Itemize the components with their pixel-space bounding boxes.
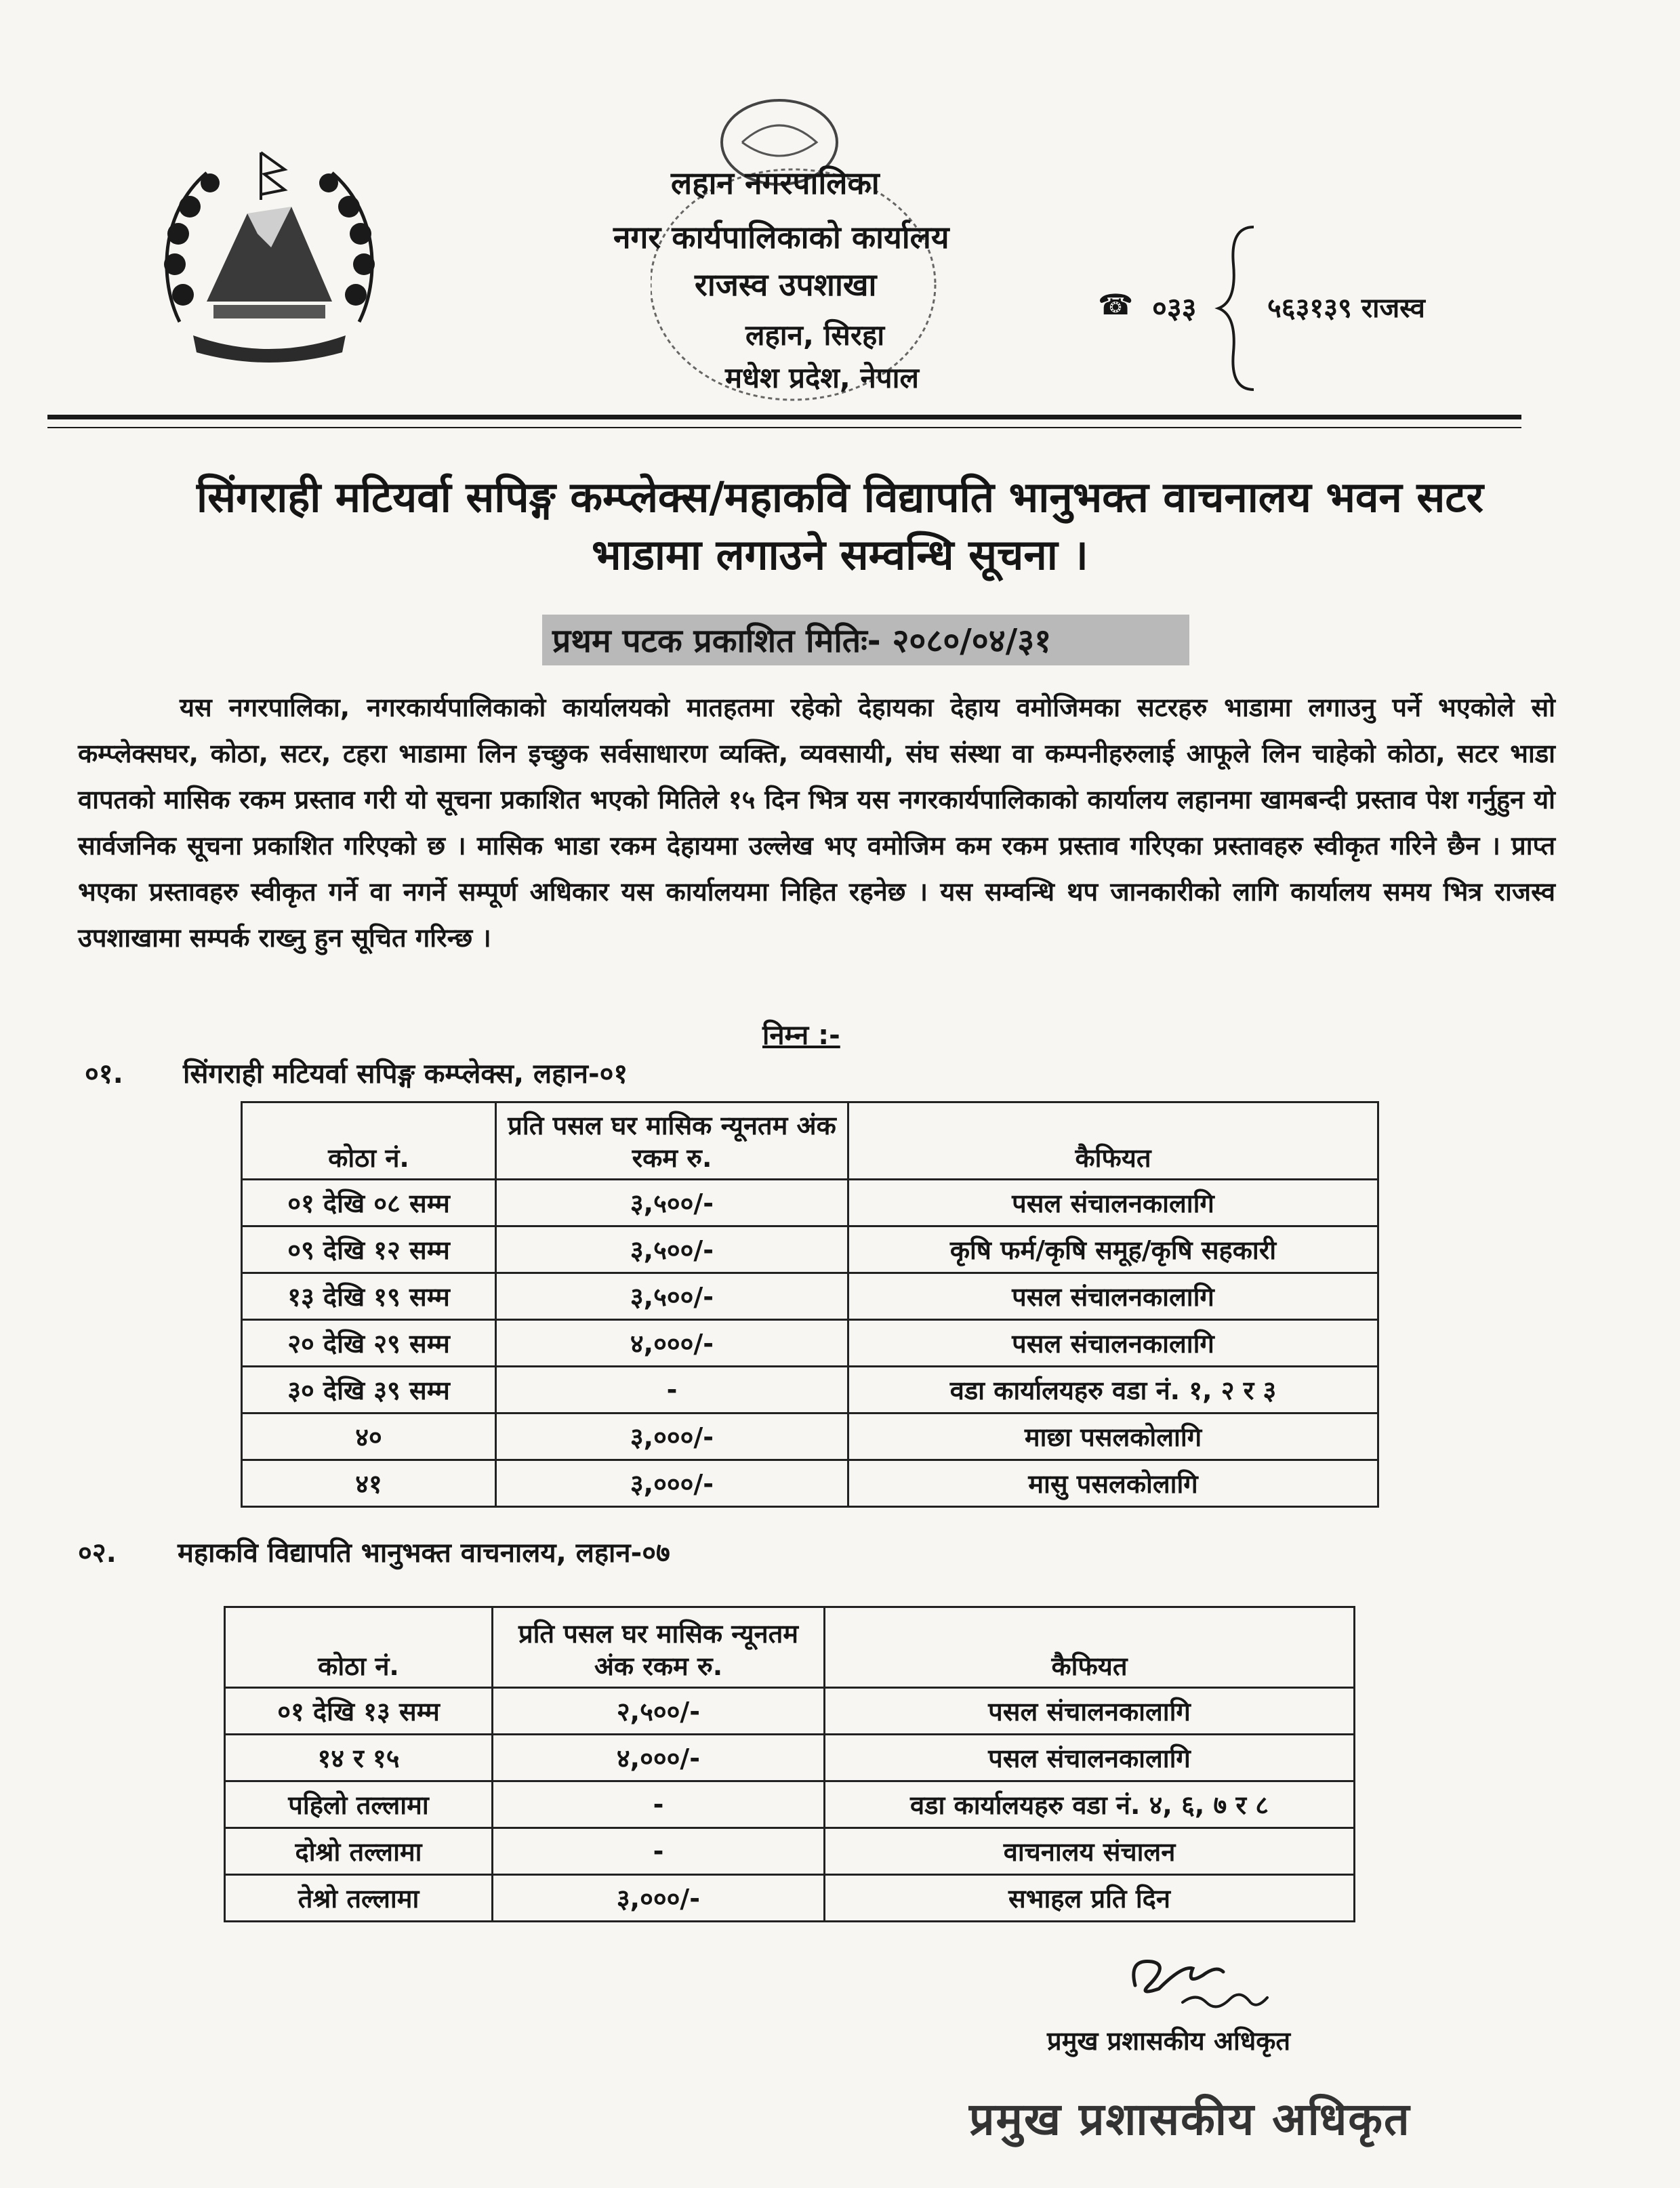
room-cell: १३ देखि १९ सम्म	[242, 1273, 496, 1320]
remarks-cell: मासु पसलकोलागि	[848, 1460, 1378, 1507]
room-cell: ४०	[242, 1413, 496, 1460]
national-emblem-icon	[152, 132, 386, 369]
column-header-remarks: कैफियत	[848, 1102, 1378, 1180]
column-header-room: कोठा नं.	[225, 1607, 493, 1688]
table-row	[242, 1413, 1378, 1460]
notice-body: यस नगरपालिका, नगरकार्यपालिकाको कार्यालयको मातहतमा रहेको देहायका देहाय वमोजिमका सटरहरु भाडामा लगाउनु पर्ने भएकोले सो कम्प्लेक्सघर, कोठा, सटर, टहरा भाडामा लिन इच्छुक सर्वसाधारण व्यक्ति, व्यवसायी, संघ संस्था वा कम्पनीहरुलाई आफूले लिन चाहेको कोठा, सटर भाडा वापतको मासिक रकम प्रस्ताव गरी यो सूचना प्रकाशित भएको मितिले १५ दिन भित्र यस नगरकार्यपालिकाको कार्यालय लहानमा खामबन्दी प्रस्ताव पेश गर्नुहुन यो सार्वजनिक सूचना प्रकाशित गरिएको छ । मासिक भाडा रकम देहायमा उल्लेख भए वमोजिम कम रकम प्रस्ताव गरिएका प्रस्तावहरु स्वीकृत गरिने छैन । प्राप्त भएका प्रस्तावहरु स्वीकृत गर्ने वा नगर्ने सम्पूर्ण अधिकार यस कार्यालयमा निहित रहनेछ । यस सम्वन्धि थप जानकारीको लागि कार्यालय समय भित्र राजस्व उपशाखामा सम्पर्क राख्नु हुन सूचित गरिन्छ ।	[78, 693, 1556, 953]
remarks-cell: कृषि फर्म/कृषि समूह/कृषि सहकारी	[848, 1226, 1378, 1273]
room-cell: ४१	[242, 1460, 496, 1507]
room-cell: ०१ देखि १३ सम्म	[225, 1688, 493, 1735]
remarks-cell: वडा कार्यालयहरु वडा नं. १, २ र ३	[848, 1367, 1378, 1413]
section-1-number: ०१.	[85, 1058, 123, 1090]
table-header-row	[242, 1102, 1378, 1180]
room-cell: ३० देखि ३९ सम्म	[242, 1367, 496, 1413]
table-row	[242, 1367, 1378, 1413]
table-row	[225, 1735, 1355, 1781]
table-row	[242, 1273, 1378, 1320]
list-heading: निम्न :-	[762, 1020, 840, 1051]
remarks-cell: वाचनालय संचालन	[825, 1828, 1355, 1875]
phone-code: ०३३	[1152, 291, 1197, 325]
remarks-cell: सभाहल प्रति दिन	[825, 1875, 1355, 1922]
rent-cell: ३,५००/-	[496, 1273, 848, 1320]
rent-cell: ३,०००/-	[493, 1875, 825, 1922]
room-cell: २० देखि २९ सम्म	[242, 1320, 496, 1367]
column-header-rent: प्रति पसल घर मासिक न्यूनतम अंक रकम रु.	[493, 1607, 825, 1688]
section-2-table	[224, 1606, 1355, 1922]
rent-cell: २,५००/-	[493, 1688, 825, 1735]
rent-cell: -	[496, 1367, 848, 1413]
table-row	[225, 1688, 1355, 1735]
column-header-remarks: कैफियत	[825, 1607, 1355, 1688]
table-row	[242, 1460, 1378, 1507]
table-row	[242, 1226, 1378, 1273]
remarks-cell: पसल संचालनकालागि	[825, 1735, 1355, 1781]
room-cell: ०१ देखि ०८ सम्म	[242, 1180, 496, 1226]
section-1-table	[241, 1101, 1379, 1508]
telephone-icon: ☎	[1098, 288, 1134, 321]
remarks-cell: पसल संचालनकालागि	[848, 1180, 1378, 1226]
rent-cell: ४,०००/-	[496, 1320, 848, 1367]
rent-cell: ३,०००/-	[496, 1413, 848, 1460]
brace-divider	[1213, 224, 1261, 393]
column-header-room: कोठा नं.	[242, 1102, 496, 1180]
table-row	[225, 1828, 1355, 1875]
room-cell: पहिलो तल्लामा	[225, 1781, 493, 1828]
remarks-cell: पसल संचालनकालागि	[825, 1688, 1355, 1735]
table-row	[225, 1875, 1355, 1922]
table-row	[242, 1180, 1378, 1226]
handwritten-signature	[1122, 1938, 1284, 2019]
signatory-stamp: प्रमुख प्रशासकीय अधिकृत	[969, 2092, 1411, 2145]
room-cell: तेश्रो तल्लामा	[225, 1875, 493, 1922]
remarks-cell: वडा कार्यालयहरु वडा नं. ४, ६, ७ र ८	[825, 1781, 1355, 1828]
header-rule-thin	[47, 427, 1521, 428]
room-cell: १४ र १५	[225, 1735, 493, 1781]
rent-cell: ४,०००/-	[493, 1735, 825, 1781]
rent-cell: -	[493, 1781, 825, 1828]
remarks-cell: पसल संचालनकालागि	[848, 1320, 1378, 1367]
section-1-title: सिंगराही मटियर्वा सपिङ्ग कम्प्लेक्स, लहान-०१	[183, 1058, 628, 1090]
publication-date: प्रथम पटक प्रकाशित मितिः- २०८०/०४/३१	[552, 622, 1052, 660]
section-name: राजस्व उपशाखा	[695, 266, 877, 303]
rent-cell: -	[493, 1828, 825, 1875]
office-name: नगर कार्यपालिकाको कार्यालय	[613, 219, 949, 255]
column-header-rent: प्रति पसल घर मासिक न्यूनतम अंक रकम रु.	[496, 1102, 848, 1180]
section-2-title: महाकवि विद्यापति भानुभक्त वाचनालय, लहान-०७	[178, 1537, 670, 1569]
remarks-cell: पसल संचालनकालागि	[848, 1273, 1378, 1320]
section-2-number: ०२.	[78, 1537, 117, 1569]
table-header-row	[225, 1607, 1355, 1688]
room-cell: ०९ देखि १२ सम्म	[242, 1226, 496, 1273]
table-row	[225, 1781, 1355, 1828]
table-row	[242, 1320, 1378, 1367]
address-line-2: मधेश प्रदेश, नेपाल	[725, 361, 919, 394]
room-cell: दोश्रो तल्लामा	[225, 1828, 493, 1875]
rent-cell: ३,५००/-	[496, 1226, 848, 1273]
rent-cell: ३,०००/-	[496, 1460, 848, 1507]
rent-cell: ३,५००/-	[496, 1180, 848, 1226]
signatory-title: प्रमुख प्रशासकीय अधिकृत	[1047, 2026, 1291, 2056]
org-name: लहान नगरपालिका	[671, 165, 880, 201]
address-line-1: लहान, सिरहा	[745, 318, 885, 352]
remarks-cell: माछा पसलकोलागि	[848, 1413, 1378, 1460]
notice-title-line-1: सिंगराही मटियर्वा सपिङ्ग कम्प्लेक्स/महाकवि विद्यापति भानुभक्त वाचनालय भवन सटर	[197, 472, 1483, 522]
header-rule	[47, 415, 1521, 419]
notice-title-line-2: भाडामा लगाउने सम्वन्धि सूचना ।	[592, 530, 1088, 579]
phone-number: ५६३१३९ राजस्व	[1267, 293, 1425, 324]
